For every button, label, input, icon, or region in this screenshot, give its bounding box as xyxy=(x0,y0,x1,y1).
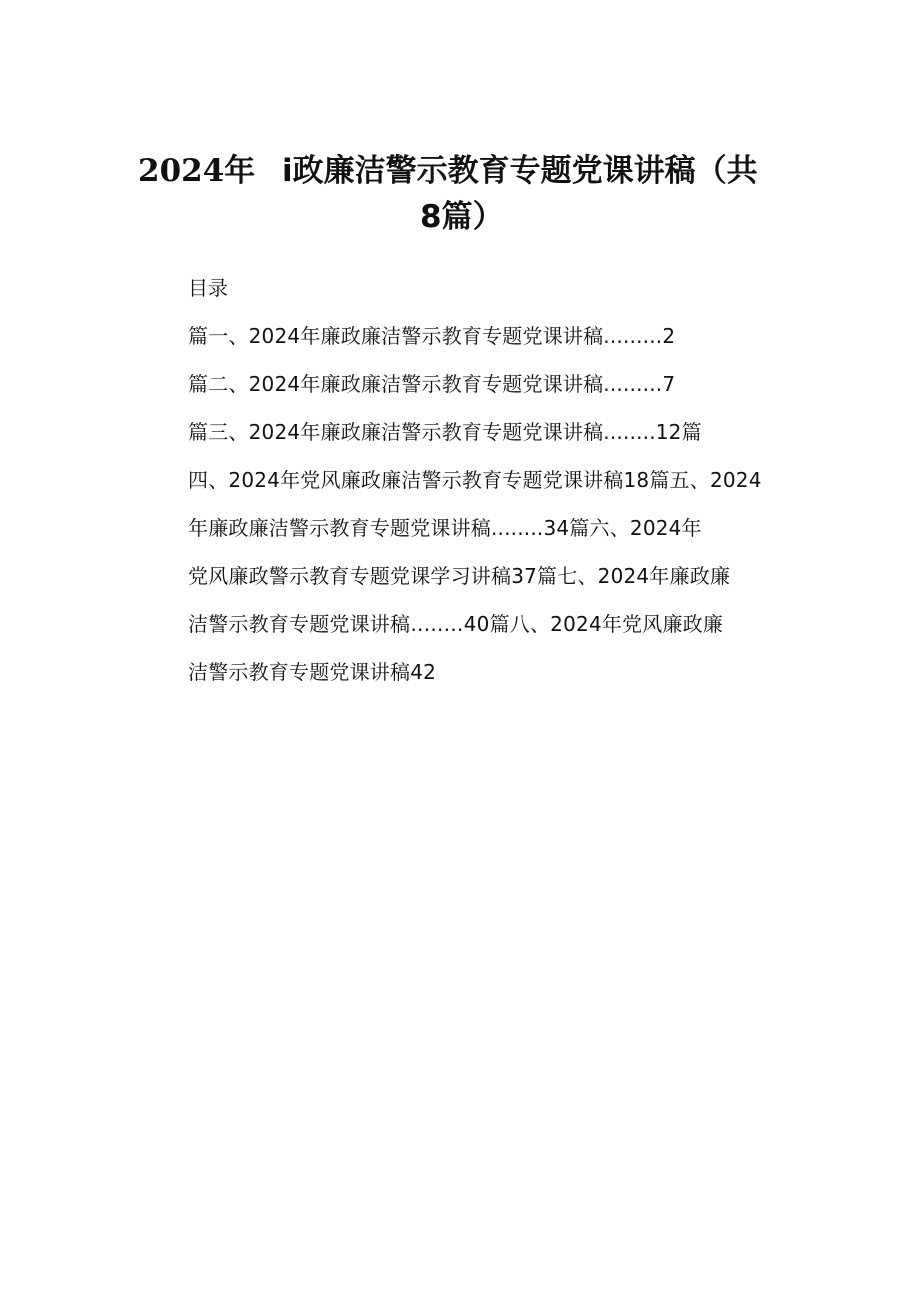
toc-line: 党风廉政警示教育专题党课学习讲稿37篇七、2024年廉政廉 xyxy=(188,564,731,588)
toc-line: 年廉政廉洁警示教育专题党课讲稿........34篇六、2024年 xyxy=(188,516,702,540)
table-of-contents xyxy=(188,268,798,700)
title-main: i政廉洁警示教育专题党课讲稿（共 xyxy=(282,153,758,189)
document-title xyxy=(0,148,920,240)
toc-line: 篇一、2024年廉政廉洁警示教育专题党课讲稿.........2 xyxy=(188,324,676,348)
toc-line: 洁警示教育专题党课讲稿42 xyxy=(188,660,437,684)
title-line-1 xyxy=(0,148,920,194)
toc-heading: 目录 xyxy=(188,276,228,300)
toc-line: 洁警示教育专题党课讲稿…..…40篇八、2024年党风廉政廉 xyxy=(188,612,724,636)
toc-line: 篇三、2024年廉政廉洁警示教育专题党课讲稿........12篇 xyxy=(188,420,702,444)
title-year: 2024年 xyxy=(138,153,256,189)
toc-line: 篇二、2024年廉政廉洁警示教育专题党课讲稿.........7 xyxy=(188,372,676,396)
title-count: 8篇） xyxy=(420,199,504,235)
toc-line: 四、2024年党风廉政廉洁警示教育专题党课讲稿18篇五、2024 xyxy=(188,468,762,492)
title-line-2 xyxy=(0,194,920,240)
